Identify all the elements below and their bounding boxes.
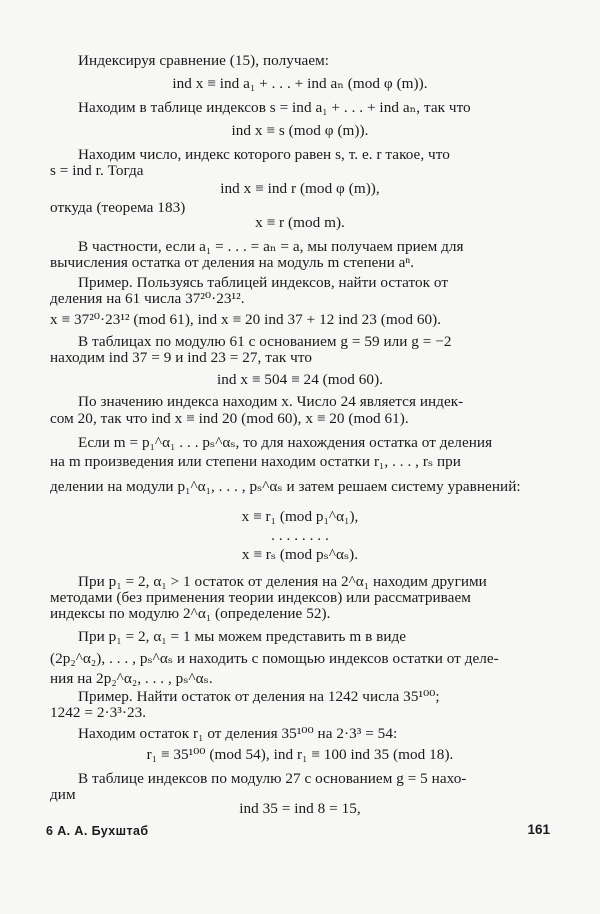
example-heading-2: Пример. Найти остаток от деления на 1242 числа 35¹⁰⁰; — [78, 688, 440, 705]
text-line-28: индексы по модулю 2^α₁ (определение 52). — [50, 605, 331, 622]
formula-line-38: ind 35 = ind 8 = 15, — [239, 800, 361, 817]
text-line-26: При p₁ = 2, α₁ > 1 остаток от деления на 2^α₁ находим другими — [78, 573, 487, 590]
formula-line-4: ind x ≡ s (mod φ (m)). — [231, 122, 369, 139]
text-line-21: на m произведения или степени находим остатки r₁, . . . , rₛ при — [50, 453, 461, 470]
formula-line-9: x ≡ r (mod m). — [255, 214, 345, 231]
text-line-19: сом 20, так что ind x ≡ ind 20 (mod 60), x ≡ 20 (mod 61). — [50, 410, 409, 427]
text-line-29: При p₁ = 2, α₁ = 1 мы можем представить m в виде — [78, 628, 407, 645]
text-line-11: вычисления остатка от деления на модуль m степени aⁿ. — [50, 254, 415, 271]
text-line-3: Находим в таблице индексов s = ind a₁ + . . . + ind aₙ, так что — [78, 99, 471, 116]
text-line-1: Индексируя сравнение (15), получаем: — [78, 52, 330, 69]
text-line-8: откуда (теорема 183) — [50, 199, 186, 216]
text-line-37: дим — [50, 786, 76, 803]
formula-line-35: r₁ ≡ 35¹⁰⁰ (mod 54), ind r₁ ≡ 100 ind 35 (mod 18). — [146, 746, 454, 763]
text-line-5: Находим число, индекс которого равен s, т. е. r такое, что — [78, 146, 450, 163]
text-line-20: Если m = p₁^α₁ . . . pₛ^αₛ, то для нахождения остатка от деления — [78, 434, 493, 451]
text-line-6: s = ind r. Тогда — [50, 162, 144, 179]
ellipsis-row: . . . . . . . . — [271, 527, 329, 544]
text-line-18: По значению индекса находим x. Число 24 является индек- — [78, 393, 464, 410]
page-number: 161 — [527, 822, 550, 837]
formula-line-2: ind x ≡ ind a₁ + . . . + ind aₙ (mod φ (m)). — [172, 75, 428, 92]
text-line-33: 1242 = 2·3³·23. — [50, 704, 147, 721]
text-line-30: (2p₂^α₂), . . . , pₛ^αₛ и находить с помощью индексов остатки от деле- — [50, 650, 499, 667]
text-line-13: деления на 61 числа 37²⁰·23¹². — [50, 290, 245, 307]
formula-line-23: x ≡ r₁ (mod p₁^α₁), — [241, 508, 359, 525]
text-line-22: делении на модули p₁^α₁, . . . , pₛ^αₛ и затем решаем систему уравнений: — [50, 478, 521, 495]
text-line-15: В таблицах по модулю 61 с основанием g = 59 или g = −2 — [78, 333, 452, 350]
example-heading-1: Пример. Пользуясь таблицей индексов, найти остаток от — [78, 274, 449, 291]
formula-line-25: x ≡ rₛ (mod pₛ^αₛ). — [241, 546, 359, 563]
text-line-16: находим ind 37 = 9 и ind 23 = 27, так что — [50, 349, 312, 366]
text-line-36: В таблице индексов по модулю 27 с основанием g = 5 нахо- — [78, 770, 467, 787]
text-line-27: методами (без применения теории индексов) или рассматриваем — [50, 589, 471, 606]
text-line-34: Находим остаток r₁ от деления 35¹⁰⁰ на 2·3³ = 54: — [78, 725, 398, 742]
formula-line-7: ind x ≡ ind r (mod φ (m)), — [220, 180, 380, 197]
formula-line-14: x ≡ 37²⁰·23¹² (mod 61), ind x ≡ 20 ind 37 + 12 ind 23 (mod 60). — [50, 311, 442, 328]
footer-signature: 6 А. А. Бухштаб — [46, 824, 149, 838]
text-line-10: В частности, если a₁ = . . . = aₙ = a, мы получаем прием для — [78, 238, 464, 255]
formula-line-17: ind x ≡ 504 ≡ 24 (mod 60). — [216, 371, 384, 388]
text-line-31: ния на 2p₂^α₂, . . . , pₛ^αₛ. — [50, 670, 213, 687]
